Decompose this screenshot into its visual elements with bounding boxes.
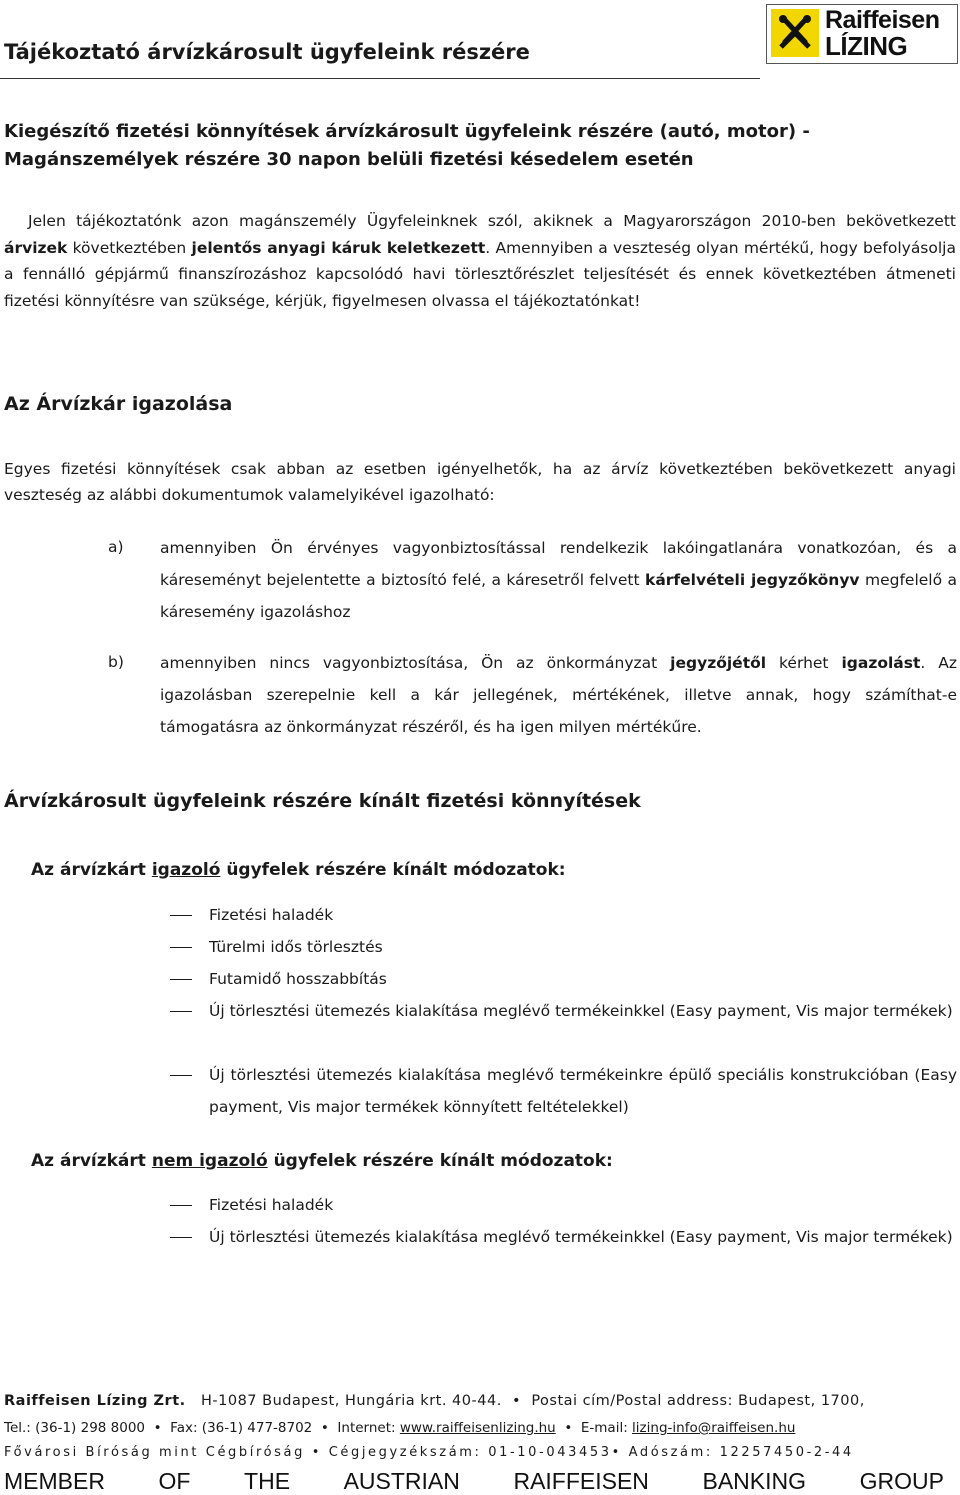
footer-address: H-1087 Budapest, Hungária krt. 40-44. xyxy=(200,1393,502,1409)
footer-postal-address: Postai cím/Postal address: Budapest, 1700, xyxy=(531,1393,865,1409)
section1-paragraph: Egyes fizetési könnyítések csak abban az esetben igényelhetők, ha az árvíz következtében bekövetkezett anyagi veszteség az alábbi dokumentumok valamelyikével igazolható: xyxy=(4,460,956,504)
footer-tax-number: Adószám: 12257450-2-44 xyxy=(628,1445,854,1460)
member-word: MEMBER xyxy=(4,1468,105,1494)
footer-email-link[interactable]: lizing-info@raiffeisen.hu xyxy=(632,1420,796,1436)
dash-bullet xyxy=(170,915,192,916)
footer-email-label: E-mail: xyxy=(580,1420,628,1436)
footer-member-banner xyxy=(4,1468,944,1495)
footer-internet-label: Internet: xyxy=(337,1420,396,1436)
footer-company-name: Raiffeisen Lízing Zrt. xyxy=(4,1393,186,1409)
intro-text-3: . Amennyiben a veszteség olyan mértékű, hogy befolyásolja a fennálló gépjármű finanszírozáshoz kapcsolódó havi törlesztőrészlet teljesítését és ennek következtében átmeneti fizetési könnyítésre van szüksége, kérjük, figyelmesen olvassa el tájékoztatónkat! xyxy=(4,238,956,310)
group1-heading-post: ügyfelek részére kínált módozatok: xyxy=(220,860,566,880)
raiffeisen-lizing-logo xyxy=(766,4,958,64)
dash-bullet xyxy=(170,1205,192,1206)
footer-registration-number: Cégjegyzékszám: 01-10-043453 xyxy=(328,1445,612,1460)
footer-contact-line: Tel.: (36-1) 298 8000 • Fax: (36-1) 477-8702 • Internet: www.raiffeisenlizing.hu • E-mail: lizing-info@raiffeisen.hu xyxy=(4,1420,796,1436)
member-word: OF xyxy=(158,1468,191,1494)
logo-text-lizing: LÍZING xyxy=(825,31,908,61)
list-item: Türelmi idős törlesztés xyxy=(209,938,383,956)
intro-text-2: következtében xyxy=(67,238,192,257)
logo-text-raiffeisen: Raiffeisen xyxy=(825,6,940,34)
intro-bold-damage: jelentős anyagi káruk keletkezett xyxy=(191,238,486,257)
group2-heading-underlined: nem igazoló xyxy=(151,1151,268,1171)
footer-court: Fővárosi Bíróság mint Cégbíróság xyxy=(4,1445,305,1460)
member-word: AUSTRIAN xyxy=(343,1468,460,1494)
item-b-text-2: kérhet xyxy=(766,654,842,672)
document-subtitle xyxy=(4,118,954,174)
page-title: Tájékoztató árvízkárosult ügyfeleink részére xyxy=(4,40,530,64)
section-heading-offers: Árvízkárosult ügyfeleink részére kínált fizetési könnyítések xyxy=(4,790,641,812)
list-letter-a: a) xyxy=(108,538,124,556)
dash-bullet xyxy=(170,1075,192,1076)
list-item: Új törlesztési ütemezés kialakítása meglévő termékeinkkel (Easy payment, Vis major termékek) xyxy=(209,1228,953,1246)
footer-registry-line: Fővárosi Bíróság mint Cégbíróság • Cégjegyzékszám: 01-10-043453• Adószám: 12257450-2-44 xyxy=(4,1445,854,1460)
list-item: Új törlesztési ütemezés kialakítása meglévő termékeinkkel (Easy payment, Vis major termékek) xyxy=(209,1002,953,1020)
item-b-bold-1: jegyzőjétől xyxy=(670,654,767,672)
list-item-b xyxy=(160,647,957,743)
dash-bullet xyxy=(170,979,192,980)
item-b-text-3: . Az igazolásban szerepelnie kell a kár jellegének, mértékének, illetve annak, hogy számíthat-e támogatásra az önkormányzat részéről, és ha igen milyen mértékűre. xyxy=(160,654,958,736)
dash-bullet xyxy=(170,1011,192,1012)
item-b-text-1: amennyiben nincs vagyonbiztosítása, Ön az önkormányzat xyxy=(160,654,671,672)
subtitle-line-1: Kiegészítő fizetési könnyítések árvízkárosult ügyfeleink részére (autó, motor) - xyxy=(4,121,810,142)
dash-bullet xyxy=(170,947,192,948)
item-a-text-1: amennyiben Ön érvényes vagyonbiztosítással rendelkezik lakóingatlanára vonatkozóan, és a káreseményt bejelentette a biztosító felé, a káresetről felvett xyxy=(160,539,957,589)
member-word: THE xyxy=(244,1468,291,1494)
member-word: GROUP xyxy=(859,1468,944,1494)
group-heading-not-proven xyxy=(31,1151,613,1171)
header-divider xyxy=(0,78,760,79)
member-word: RAIFFEISEN xyxy=(513,1468,649,1494)
subtitle-line-2: Magánszemélyek részére 30 napon belüli fizetési késedelem esetén xyxy=(4,149,694,170)
list-letter-b: b) xyxy=(108,653,124,671)
list-item: Új törlesztési ütemezés kialakítása meglévő termékeinkre épülő speciális konstrukcióban (Easy payment, Vis major termékek könnyített feltételekkel) xyxy=(209,1066,957,1116)
group-heading-proven xyxy=(31,860,566,880)
intro-text-1: Jelen tájékoztatónk azon magánszemély Ügyfeleinknek szól, akiknek a Magyarországon 2010-ben bekövetkezett xyxy=(28,212,956,230)
item-a-bold: kárfelvételi jegyzőkönyv xyxy=(645,571,860,589)
footer-website-link[interactable]: www.raiffeisenlizing.hu xyxy=(399,1420,556,1436)
list-item: Fizetési haladék xyxy=(209,1196,334,1214)
group1-heading-pre: Az árvízkárt xyxy=(31,860,152,880)
item-b-bold-2: igazolást xyxy=(841,654,921,672)
member-word: BANKING xyxy=(702,1468,807,1494)
list-item: Futamidő hosszabbítás xyxy=(209,970,387,988)
list-item: Fizetési haladék xyxy=(209,906,334,924)
list-item-a xyxy=(160,532,957,628)
dash-bullet xyxy=(170,1237,192,1238)
intro-paragraph xyxy=(4,208,956,314)
group2-heading-pre: Az árvízkárt xyxy=(31,1151,152,1171)
footer-company-line: Raiffeisen Lízing Zrt. H-1087 Budapest, Hungária krt. 40-44. • Postai cím/Postal address: Budapest, 1700, xyxy=(4,1393,865,1409)
footer-fax: Fax: (36-1) 477-8702 xyxy=(170,1420,313,1436)
intro-bold-floods: árvizek xyxy=(4,238,68,257)
group1-heading-underlined: igazoló xyxy=(151,860,221,880)
section-heading-flood-proof: Az Árvízkár igazolása xyxy=(4,393,233,415)
raiffeisen-logo-icon xyxy=(771,9,819,57)
item-a-text-2: megfelelő a káresemény igazoláshoz xyxy=(160,571,957,621)
footer-tel: Tel.: (36-1) 298 8000 xyxy=(4,1420,146,1436)
group2-heading-post: ügyfelek részére kínált módozatok: xyxy=(267,1151,613,1171)
